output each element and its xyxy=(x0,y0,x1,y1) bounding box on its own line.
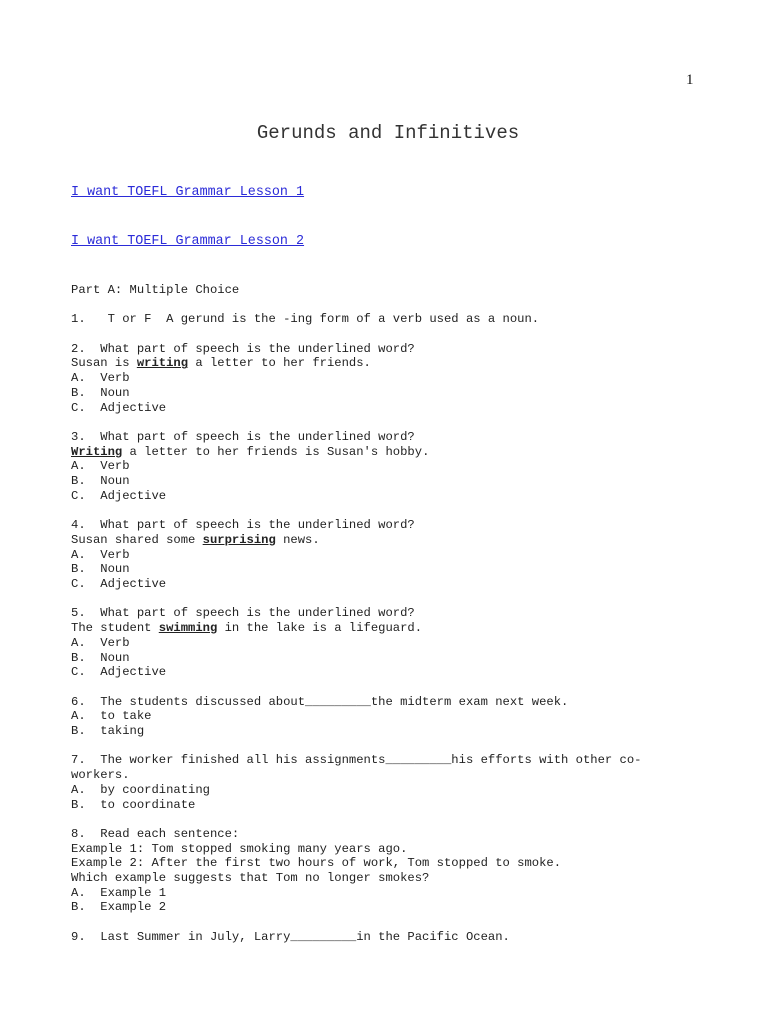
question-sentence: The student swimming in the lake is a lifeguard. xyxy=(71,621,423,636)
question-1: 1. T or F A gerund is the -ing form of a verb used as a noun. xyxy=(71,312,540,327)
option-a: A. to take xyxy=(71,709,152,724)
question-prompt: 6. The students discussed about_________the midterm exam next week. xyxy=(71,694,569,709)
question-sentence: Susan is writing a letter to her friends. xyxy=(71,356,371,371)
option-a: A. Verb xyxy=(71,459,130,474)
question-prompt-continued: workers. xyxy=(71,768,130,783)
option-a: A. Verb xyxy=(71,635,130,650)
question-7 xyxy=(71,753,671,812)
question-8 xyxy=(71,827,671,915)
underlined-word: Writing xyxy=(71,444,123,459)
question-2 xyxy=(71,342,671,416)
quiz-body xyxy=(71,283,671,945)
question-prompt: 8. Read each sentence: xyxy=(71,826,240,841)
option-a: A. by coordinating xyxy=(71,782,210,797)
page-number: 1 xyxy=(686,72,694,88)
question-3 xyxy=(71,430,671,504)
question-prompt: 3. What part of speech is the underlined word? xyxy=(71,429,415,444)
example-line: Example 2: After the first two hours of work, Tom stopped to smoke. xyxy=(71,856,562,871)
question-6 xyxy=(71,695,671,739)
question-9: 9. Last Summer in July, Larry_________in the Pacific Ocean. xyxy=(71,929,510,944)
question-5 xyxy=(71,606,671,680)
option-b: B. Noun xyxy=(71,385,130,400)
question-4 xyxy=(71,518,671,592)
underlined-word: swimming xyxy=(158,621,218,636)
example-line: Example 1: Tom stopped smoking many years ago. xyxy=(71,841,408,856)
part-heading: Part A: Multiple Choice xyxy=(71,283,240,297)
option-b: B. to coordinate xyxy=(71,797,196,812)
question-prompt: 4. What part of speech is the underlined word? xyxy=(71,518,415,533)
page-title: Gerunds and Infinitives xyxy=(256,122,520,144)
lesson-1-link[interactable]: I want TOEFL Grammar Lesson 1 xyxy=(71,185,305,200)
option-a: A. Example 1 xyxy=(71,885,167,900)
option-c: C. Adjective xyxy=(71,400,167,415)
question-prompt: 5. What part of speech is the underlined word? xyxy=(71,606,415,621)
question-prompt: 2. What part of speech is the underlined word? xyxy=(71,341,415,356)
option-c: C. Adjective xyxy=(71,665,167,680)
option-b: B. Example 2 xyxy=(71,900,167,915)
lesson-2-link[interactable]: I want TOEFL Grammar Lesson 2 xyxy=(71,234,305,249)
option-b: B. taking xyxy=(71,724,145,738)
question-sentence: Writing a letter to her friends is Susan's hobby. xyxy=(71,444,430,459)
question-prompt: 7. The worker finished all his assignments_________his efforts with other co- xyxy=(71,753,642,768)
option-c: C. Adjective xyxy=(71,488,167,503)
underlined-word: writing xyxy=(136,356,189,371)
underlined-word: surprising xyxy=(202,532,276,547)
option-b: B. Noun xyxy=(71,474,130,489)
option-c: C. Adjective xyxy=(71,577,167,591)
question-sentence: Susan shared some surprising news. xyxy=(71,532,320,547)
option-b: B. Noun xyxy=(71,562,130,577)
option-b: B. Noun xyxy=(71,650,130,665)
option-a: A. Verb xyxy=(71,547,130,562)
example-line: Which example suggests that Tom no longer smokes? xyxy=(71,871,430,885)
option-a: A. Verb xyxy=(71,371,130,386)
